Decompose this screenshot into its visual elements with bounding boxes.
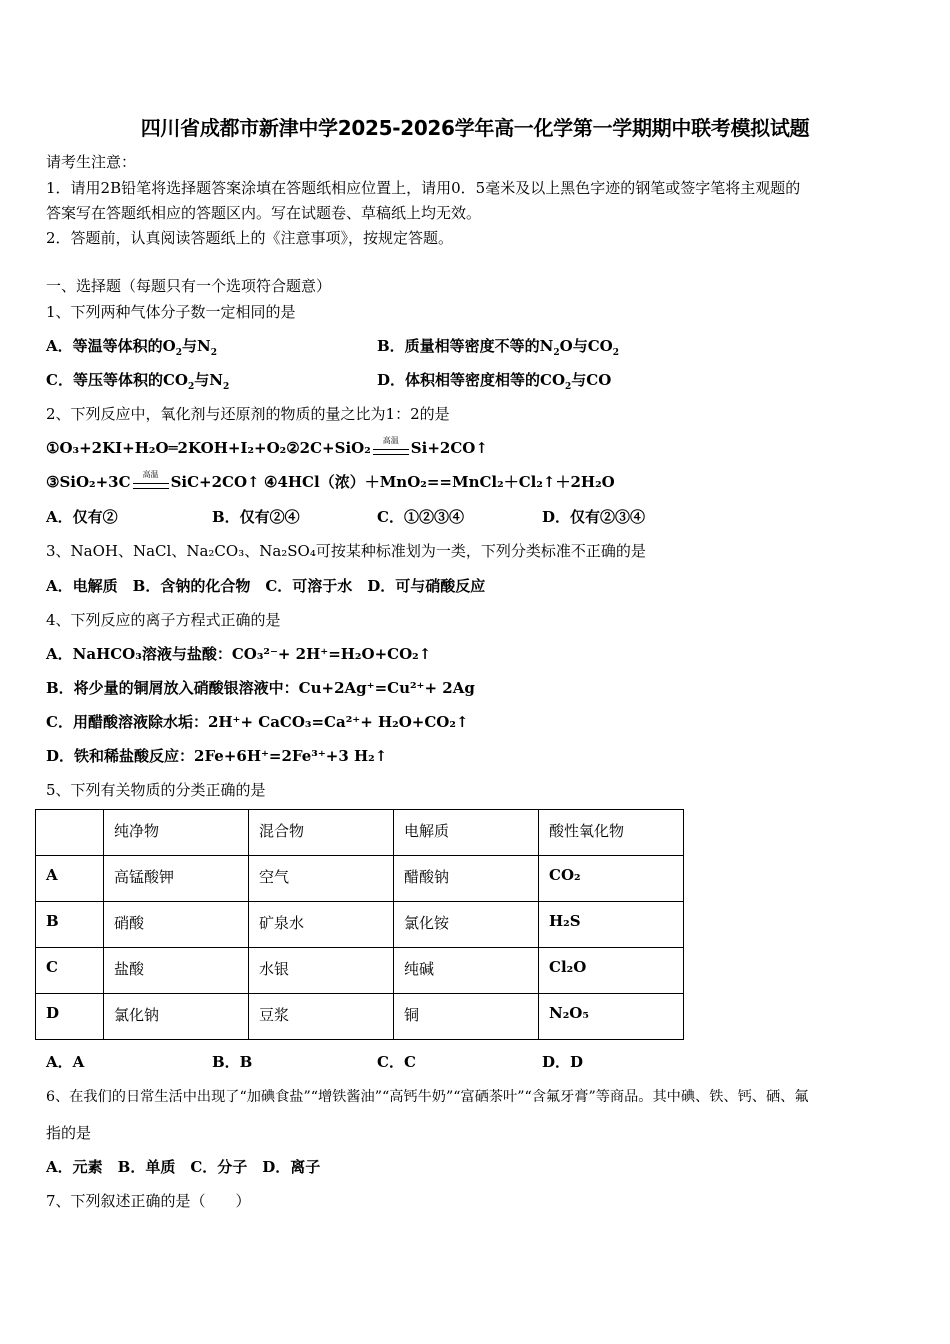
table-row xyxy=(36,856,684,902)
q6-stem-line-2: 指的是 xyxy=(46,1124,92,1142)
q2-option-d: D．仅有②③④ xyxy=(542,508,646,526)
q2-reaction-2a: ②2C+SiO₂ xyxy=(286,439,371,457)
table-cell: 纯碱 xyxy=(394,948,539,994)
table-cell: H₂S xyxy=(539,902,684,948)
reaction-condition-arrow: 高温 xyxy=(131,472,171,490)
q1-option-d: D．体积相等密度相等的$CO_2$与CO xyxy=(377,371,612,392)
table-cell: 水银 xyxy=(249,948,394,994)
table-header-cell: 电解质 xyxy=(394,810,539,856)
q2-option-c: C．①②③④ xyxy=(377,508,464,526)
q2-reaction-1: ①O₃+2KI+H₂O═2KOH+I₂+O₂ xyxy=(46,439,287,457)
q1-option-c: C．等压等体积的$CO_2$与$N_2$ xyxy=(46,371,230,392)
table-header-cell: 纯净物 xyxy=(104,810,249,856)
q5-option-a: A．A xyxy=(46,1053,85,1071)
q4-stem: 4、下列反应的离子方程式正确的是 xyxy=(46,611,281,629)
table-cell: Cl₂O xyxy=(539,948,684,994)
q2-option-b: B．仅有②④ xyxy=(212,508,300,526)
q4-option-c: C．用醋酸溶液除水垢：2H⁺+ CaCO₃=Ca²⁺+ H₂O+CO₂↑ xyxy=(46,713,469,731)
notice-line-1b: 答案写在答题纸相应的答题区内。写在试题卷、草稿纸上均无效。 xyxy=(46,204,482,222)
table-cell: 醋酸钠 xyxy=(394,856,539,902)
q3-options: A．电解质 B．含钠的化合物 C．可溶于水 D．可与硝酸反应 xyxy=(46,577,486,595)
q2-reaction-1-2 xyxy=(46,438,488,458)
q5-option-d: D．D xyxy=(542,1053,584,1071)
table-cell: A xyxy=(36,856,104,902)
table-cell: B xyxy=(36,902,104,948)
table-header-cell: 酸性氧化物 xyxy=(539,810,684,856)
q1-option-a: A．等温等体积的$O_2$与$N_2$ xyxy=(46,337,217,358)
table-row xyxy=(36,948,684,994)
notice-line-2: 2．答题前，认真阅读答题纸上的《注意事项》，按规定答题。 xyxy=(46,229,454,247)
notice-heading: 请考生注意： xyxy=(46,153,137,171)
table-header-cell: 混合物 xyxy=(249,810,394,856)
q2-reaction-3: ③SiO₂+3C 高温 SiC+2CO↑ xyxy=(46,470,260,491)
table-cell: 盐酸 xyxy=(104,948,249,994)
table-row xyxy=(36,902,684,948)
table-cell: CO₂ xyxy=(539,856,684,902)
table-header-row xyxy=(36,810,684,856)
table-cell: 铜 xyxy=(394,994,539,1040)
q1-stem: 1、下列两种气体分子数一定相同的是 xyxy=(46,303,296,321)
table-cell: 矿泉水 xyxy=(249,902,394,948)
page-title: 四川省成都市新津中学2025-2026学年高一化学第一学期期中联考模拟试题 xyxy=(140,116,810,140)
notice-line-1a: 1．请用2B铅笔将选择题答案涂填在答题纸相应位置上，请用0．5毫米及以上黑色字迹的钢笔或签字笔将主观题的 xyxy=(46,179,801,197)
q3-stem: 3、NaOH、NaCl、Na₂CO₃、Na₂SO₄可按某种标准划为一类，下列分类标准不正确的是 xyxy=(46,542,646,560)
table-cell: 氯化铵 xyxy=(394,902,539,948)
q5-option-b: B．B xyxy=(212,1053,253,1071)
q4-option-b: B．将少量的铜屑放入硝酸银溶液中：Cu+2Ag⁺=Cu²⁺+ 2Ag xyxy=(46,679,475,697)
q5-stem: 5、下列有关物质的分类正确的是 xyxy=(46,781,266,799)
table-cell: 豆浆 xyxy=(249,994,394,1040)
table-cell: C xyxy=(36,948,104,994)
reaction-condition-arrow: 高温 xyxy=(371,438,411,456)
table-cell: N₂O₅ xyxy=(539,994,684,1040)
q2-stem: 2、下列反应中，氧化剂与还原剂的物质的量之比为1：2的是 xyxy=(46,405,450,423)
table-cell: 氯化钠 xyxy=(104,994,249,1040)
q5-option-c: C．C xyxy=(377,1053,416,1071)
q4-option-a: A．NaHCO₃溶液与盐酸：CO₃²⁻+ 2H⁺=H₂O+CO₂↑ xyxy=(46,645,432,663)
q7-stem: 7、下列叙述正确的是（ ） xyxy=(46,1192,251,1210)
q1-option-b: B．质量相等密度不等的$N_2O$与$CO_2$ xyxy=(377,337,619,358)
q6-stem-line-1: 6、在我们的日常生活中出现了“加碘食盐”“增铁酱油”“高钙牛奶”“富硒茶叶”“含氟牙膏”等商品。其中碘、铁、钙、硒、氟 xyxy=(46,1089,809,1105)
q2-reaction-4: ④4HCl（浓）＋MnO₂==MnCl₂＋Cl₂↑＋2H₂O xyxy=(264,473,615,491)
table-header-cell xyxy=(36,810,104,856)
classification-table xyxy=(35,809,684,1040)
q2-reaction-2b: Si+2CO↑ xyxy=(410,439,488,457)
q6-options: A．元素 B．单质 C．分子 D．离子 xyxy=(46,1158,321,1176)
table-row xyxy=(36,994,684,1040)
q4-option-d: D．铁和稀盐酸反应：2Fe+6H⁺=2Fe³⁺+3 H₂↑ xyxy=(46,747,388,765)
table-cell: 硝酸 xyxy=(104,902,249,948)
table-cell: D xyxy=(36,994,104,1040)
section-heading: 一、选择题（每题只有一个选项符合题意） xyxy=(46,277,332,295)
table-cell: 高锰酸钾 xyxy=(104,856,249,902)
q2-option-a: A．仅有② xyxy=(46,508,118,526)
table-cell: 空气 xyxy=(249,856,394,902)
